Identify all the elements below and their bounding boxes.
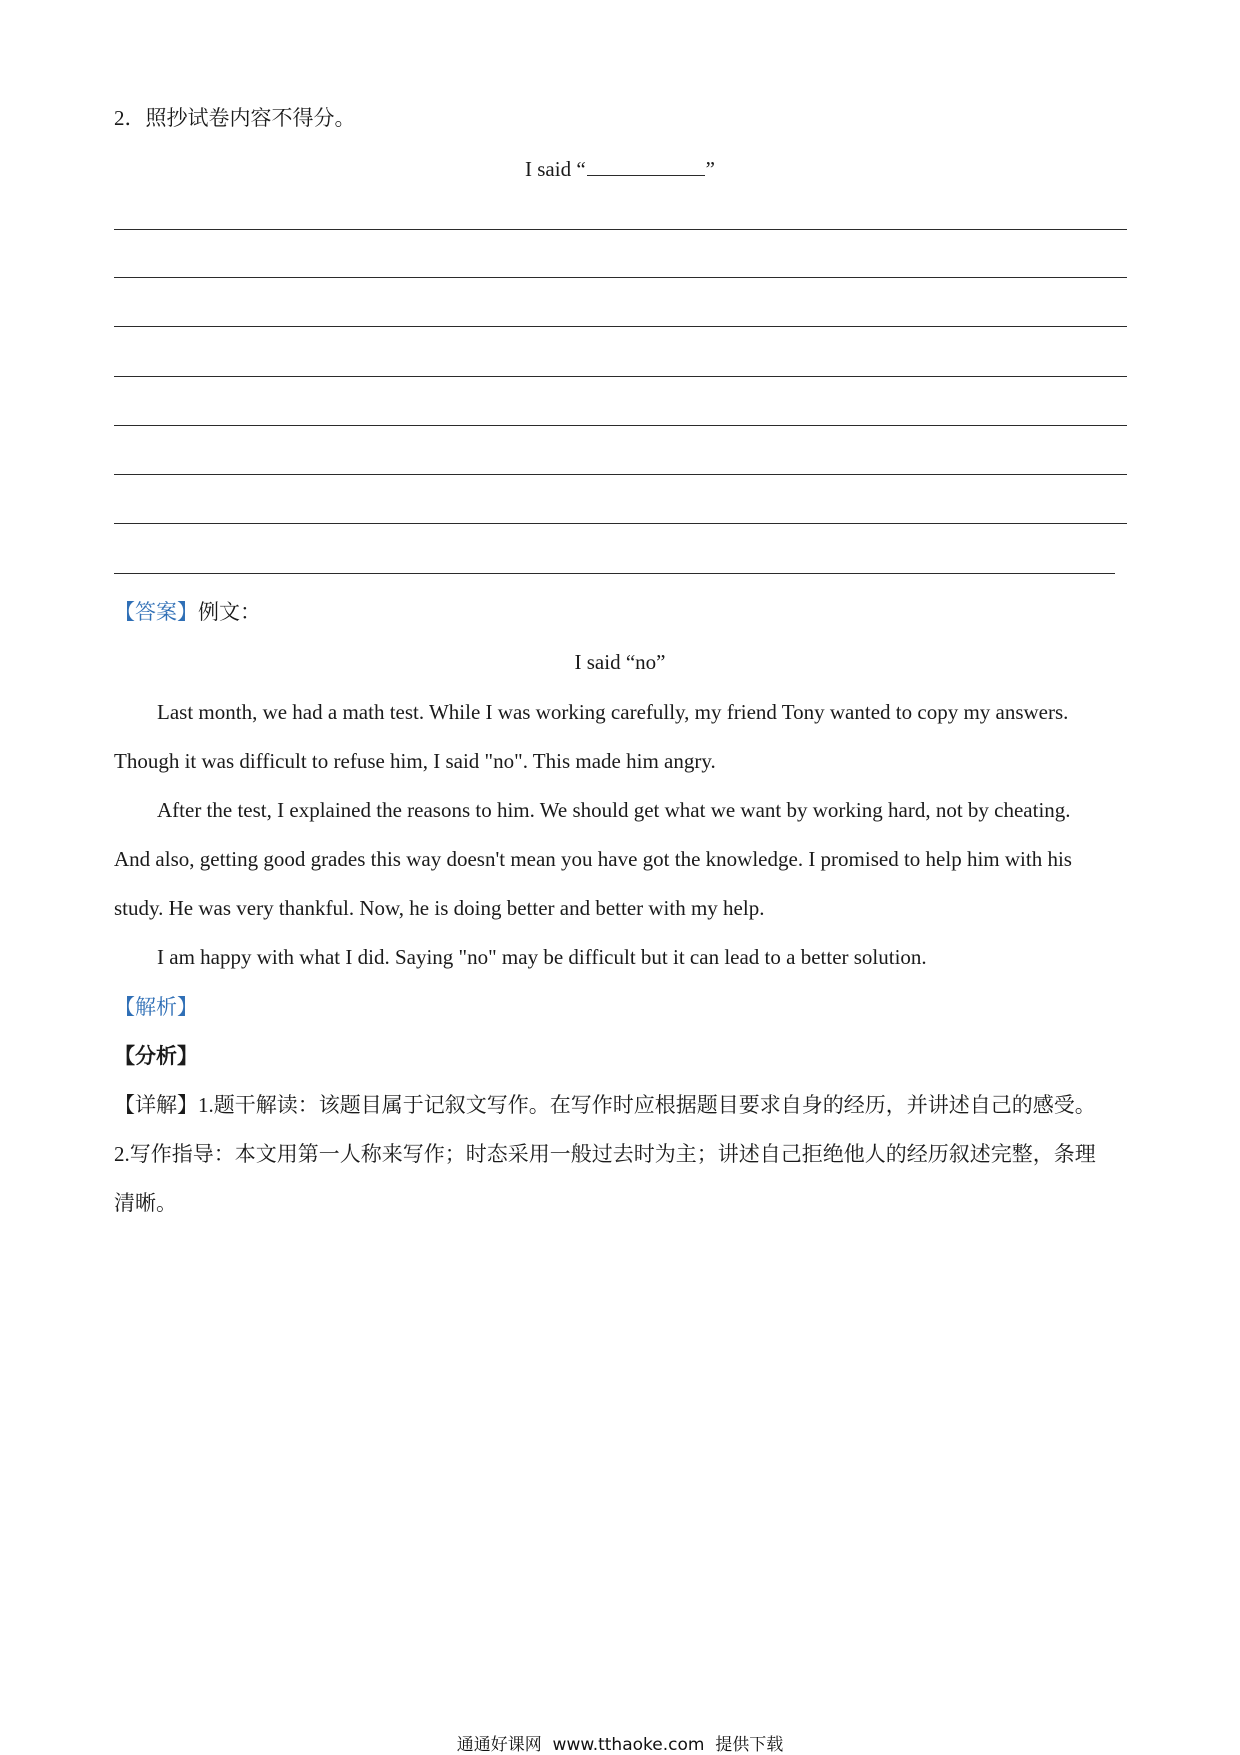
essay-paragraph-2-line-1: After the test, I explained the reasons to him. We should get what we want by working hard, not by cheating. [157, 798, 1071, 822]
answer-label: 【答案】 [114, 600, 198, 624]
footer-site-name: 通通好课网 [456, 1735, 542, 1755]
detail-line-3: 清晰。 [114, 1191, 177, 1215]
answer-heading [114, 598, 261, 626]
writing-line [114, 229, 1127, 230]
prompt-title [0, 155, 1240, 183]
answer-intro: 例文： [198, 600, 261, 624]
writing-line [114, 376, 1127, 377]
essay-paragraph-1-line-1: Last month, we had a math test. While I was working carefully, my friend Tony wanted to copy my answers. [157, 700, 1069, 724]
essay-title: I said “no” [574, 650, 666, 674]
detail-label: 【详解】 [114, 1093, 198, 1117]
detail-line-1 [114, 1091, 1096, 1119]
fenxi-label: 【分析】 [114, 1044, 198, 1068]
detail-text-1: 1.题干解读：该题目属于记叙文写作。在写作时应根据题目要求自身的经历，并讲述自己的感受。 [198, 1093, 1096, 1117]
essay-paragraph-2-line-3: study. He was very thankful. Now, he is doing better and better with my help. [114, 896, 765, 920]
instruction-text: 2．照抄试卷内容不得分。 [114, 106, 356, 130]
writing-line [114, 573, 1115, 574]
footer-url[interactable]: www.tthaoke.com [552, 1735, 705, 1755]
answer-blank [587, 155, 705, 176]
essay-paragraph-1-line-2: Though it was difficult to refuse him, I said "no". This made him angry. [114, 749, 716, 773]
writing-line [114, 326, 1127, 327]
page-footer [0, 1730, 1240, 1755]
essay-paragraph-2-line-2: And also, getting good grades this way doesn't mean you have got the knowledge. I promised to help him with his [114, 847, 1072, 871]
detail-line-2: 2.写作指导：本文用第一人称来写作；时态采用一般过去时为主；讲述自己拒绝他人的经历叙述完整，条理 [114, 1142, 1096, 1166]
footer-action: 提供下载 [715, 1735, 784, 1755]
writing-line [114, 425, 1127, 426]
writing-line [114, 474, 1127, 475]
analysis-label: 【解析】 [114, 995, 198, 1019]
essay-paragraph-3-line-1: I am happy with what I did. Saying "no" may be difficult but it can lead to a better solution. [157, 945, 927, 969]
writing-line [114, 277, 1127, 278]
writing-line [114, 523, 1127, 524]
prompt-prefix: I said “ [525, 157, 586, 181]
prompt-suffix: ” [705, 157, 715, 181]
